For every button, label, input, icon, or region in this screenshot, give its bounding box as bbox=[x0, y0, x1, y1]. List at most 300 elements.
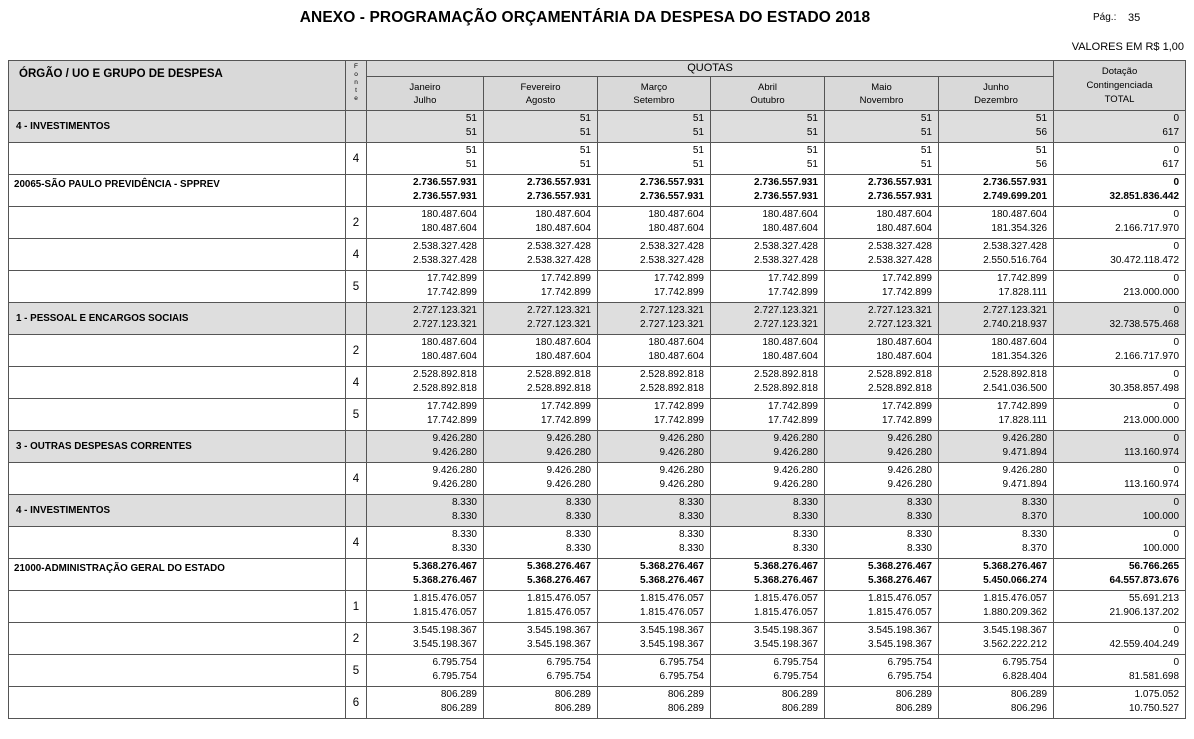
value-first-half: 9.426.280 bbox=[773, 465, 818, 476]
value-second-half: 9.471.894 bbox=[1002, 447, 1048, 458]
table-row bbox=[9, 239, 1186, 271]
value-second-half: 5.450.066.274 bbox=[983, 575, 1048, 586]
value-first-half: 9.426.280 bbox=[659, 433, 704, 444]
fonte-code: 1 bbox=[346, 591, 367, 623]
quota-cell bbox=[367, 207, 484, 239]
quota-cell bbox=[484, 431, 598, 463]
quota-cell bbox=[367, 111, 484, 143]
value-first-half: 180.487.604 bbox=[991, 337, 1048, 348]
value-first-half: 2.538.327.428 bbox=[754, 241, 818, 252]
quota-cell bbox=[939, 559, 1054, 591]
value-second-half: 17.742.899 bbox=[767, 415, 818, 426]
value-first-half: 8.330 bbox=[678, 529, 704, 540]
value-first-half: 0 bbox=[1173, 305, 1180, 316]
value-first-half: 2.736.557.931 bbox=[868, 177, 932, 188]
row-label: 1 - PESSOAL E ENCARGOS SOCIAIS bbox=[9, 303, 346, 335]
quota-cell bbox=[598, 655, 711, 687]
row-label-empty bbox=[9, 655, 346, 687]
value-second-half: 6.795.754 bbox=[432, 671, 477, 682]
quota-cell bbox=[825, 431, 939, 463]
fonte-code bbox=[346, 303, 367, 335]
value-second-half: 3.545.198.367 bbox=[868, 639, 932, 650]
value-first-half: 1.815.476.057 bbox=[754, 593, 818, 604]
value-first-half: 1.815.476.057 bbox=[868, 593, 932, 604]
value-second-half: 2.550.516.764 bbox=[983, 255, 1048, 266]
value-second-half: 51 bbox=[692, 159, 704, 170]
value-second-half: 17.742.899 bbox=[767, 287, 818, 298]
dotacao-cell bbox=[1054, 623, 1186, 655]
value-second-half: 180.487.604 bbox=[876, 223, 932, 234]
fonte-code: 5 bbox=[346, 655, 367, 687]
quota-cell bbox=[939, 431, 1054, 463]
quota-cell bbox=[939, 271, 1054, 303]
value-second-half: 51 bbox=[806, 159, 818, 170]
value-second-half: 806.296 bbox=[1010, 703, 1048, 714]
quota-cell bbox=[711, 655, 825, 687]
value-first-half: 0 bbox=[1173, 337, 1180, 348]
value-second-half: 17.828.111 bbox=[998, 415, 1048, 426]
quota-cell bbox=[711, 527, 825, 559]
value-second-half: 17.742.899 bbox=[653, 415, 704, 426]
value-first-half: 2.727.123.321 bbox=[754, 305, 818, 316]
value-second-half: 181.354.326 bbox=[991, 223, 1048, 234]
header-month-1: Janeiro Julho bbox=[367, 77, 484, 111]
value-second-half: 51 bbox=[806, 127, 818, 138]
value-first-half: 2.538.327.428 bbox=[868, 241, 932, 252]
value-second-half: 5.368.276.467 bbox=[868, 575, 932, 586]
quota-cell bbox=[484, 559, 598, 591]
quota-cell bbox=[825, 399, 939, 431]
value-second-half: 6.795.754 bbox=[546, 671, 591, 682]
quota-cell bbox=[711, 591, 825, 623]
value-first-half: 0 bbox=[1173, 625, 1180, 636]
value-first-half: 180.487.604 bbox=[648, 337, 704, 348]
table-row bbox=[9, 463, 1186, 495]
quota-cell bbox=[711, 367, 825, 399]
value-second-half: 100.000 bbox=[1142, 543, 1180, 554]
value-first-half: 5.368.276.467 bbox=[413, 561, 477, 572]
value-second-half: 2.727.123.321 bbox=[640, 319, 704, 330]
value-first-half: 17.742.899 bbox=[996, 401, 1048, 412]
value-first-half: 2.736.557.931 bbox=[527, 177, 591, 188]
value-first-half: 8.330 bbox=[792, 497, 818, 508]
value-second-half: 2.528.892.818 bbox=[527, 383, 591, 394]
value-first-half: 17.742.899 bbox=[767, 401, 818, 412]
value-second-half: 2.736.557.931 bbox=[527, 191, 591, 202]
value-second-half: 17.742.899 bbox=[881, 415, 932, 426]
quota-cell bbox=[598, 367, 711, 399]
quota-cell bbox=[598, 527, 711, 559]
table-row bbox=[9, 367, 1186, 399]
quota-cell bbox=[484, 335, 598, 367]
value-first-half: 9.426.280 bbox=[1002, 433, 1048, 444]
value-first-half: 2.528.892.818 bbox=[413, 369, 477, 380]
value-first-half: 1.815.476.057 bbox=[640, 593, 704, 604]
quota-cell bbox=[711, 495, 825, 527]
value-second-half: 3.545.198.367 bbox=[413, 639, 477, 650]
value-second-half: 9.426.280 bbox=[773, 479, 818, 490]
quota-cell bbox=[825, 143, 939, 175]
value-first-half: 8.330 bbox=[678, 497, 704, 508]
value-second-half: 9.426.280 bbox=[432, 447, 477, 458]
dotacao-cell bbox=[1054, 527, 1186, 559]
value-first-half: 8.330 bbox=[1022, 497, 1048, 508]
value-second-half: 17.742.899 bbox=[426, 287, 477, 298]
value-first-half: 17.742.899 bbox=[767, 273, 818, 284]
value-second-half: 8.330 bbox=[678, 543, 704, 554]
quota-cell bbox=[825, 687, 939, 719]
value-second-half: 17.742.899 bbox=[881, 287, 932, 298]
fonte-code: 5 bbox=[346, 399, 367, 431]
row-label-empty bbox=[9, 367, 346, 399]
value-second-half: 180.487.604 bbox=[421, 223, 477, 234]
value-first-half: 55.691.213 bbox=[1128, 593, 1180, 604]
table-row bbox=[9, 271, 1186, 303]
value-first-half: 2.528.892.818 bbox=[868, 369, 932, 380]
fonte-code: 2 bbox=[346, 623, 367, 655]
quota-cell bbox=[484, 399, 598, 431]
dotacao-cell bbox=[1054, 303, 1186, 335]
value-second-half: 6.795.754 bbox=[773, 671, 818, 682]
fonte-code: 2 bbox=[346, 335, 367, 367]
header-month-4: Abril Outubro bbox=[711, 77, 825, 111]
value-first-half: 2.736.557.931 bbox=[640, 177, 704, 188]
quota-cell bbox=[367, 431, 484, 463]
quota-cell bbox=[939, 303, 1054, 335]
dotacao-cell bbox=[1054, 495, 1186, 527]
value-second-half: 213.000.000 bbox=[1123, 287, 1180, 298]
value-first-half: 0 bbox=[1173, 401, 1180, 412]
value-first-half: 1.815.476.057 bbox=[983, 593, 1048, 604]
table-row bbox=[9, 687, 1186, 719]
quota-cell bbox=[825, 559, 939, 591]
value-second-half: 213.000.000 bbox=[1123, 415, 1180, 426]
value-second-half: 2.538.327.428 bbox=[527, 255, 591, 266]
quota-cell bbox=[825, 527, 939, 559]
value-first-half: 9.426.280 bbox=[546, 465, 591, 476]
quota-cell bbox=[598, 463, 711, 495]
value-second-half: 806.289 bbox=[895, 703, 932, 714]
value-second-half: 9.426.280 bbox=[432, 479, 477, 490]
table-row bbox=[9, 143, 1186, 175]
quota-cell bbox=[598, 239, 711, 271]
value-first-half: 51 bbox=[579, 113, 591, 124]
value-second-half: 180.487.604 bbox=[762, 351, 818, 362]
value-second-half: 51 bbox=[920, 127, 932, 138]
value-first-half: 180.487.604 bbox=[535, 337, 591, 348]
table-row bbox=[9, 399, 1186, 431]
value-first-half: 806.289 bbox=[1010, 689, 1048, 700]
page-title: ANEXO - PROGRAMAÇÃO ORÇAMENTÁRIA DA DESPESA DO ESTADO 2018 bbox=[299, 9, 871, 26]
value-first-half: 2.727.123.321 bbox=[527, 305, 591, 316]
value-second-half: 2.749.699.201 bbox=[983, 191, 1048, 202]
value-first-half: 0 bbox=[1173, 369, 1180, 380]
value-second-half: 180.487.604 bbox=[762, 223, 818, 234]
value-second-half: 6.795.754 bbox=[659, 671, 704, 682]
fonte-code bbox=[346, 175, 367, 207]
quota-cell bbox=[598, 143, 711, 175]
quota-cell bbox=[825, 303, 939, 335]
dotacao-cell bbox=[1054, 175, 1186, 207]
quota-cell bbox=[711, 399, 825, 431]
value-first-half: 9.426.280 bbox=[773, 433, 818, 444]
value-second-half: 9.471.894 bbox=[1002, 479, 1048, 490]
value-first-half: 17.742.899 bbox=[426, 401, 477, 412]
quota-cell bbox=[598, 335, 711, 367]
quota-cell bbox=[939, 143, 1054, 175]
value-second-half: 806.289 bbox=[781, 703, 818, 714]
value-second-half: 2.166.717.970 bbox=[1115, 351, 1180, 362]
table-row bbox=[9, 623, 1186, 655]
value-second-half: 8.330 bbox=[792, 511, 818, 522]
dotacao-cell bbox=[1054, 687, 1186, 719]
table-row bbox=[9, 207, 1186, 239]
quota-cell bbox=[484, 239, 598, 271]
quota-cell bbox=[939, 687, 1054, 719]
table-row bbox=[9, 527, 1186, 559]
row-label-empty bbox=[9, 239, 346, 271]
quota-cell bbox=[367, 239, 484, 271]
value-second-half: 30.472.118.472 bbox=[1110, 255, 1180, 266]
value-second-half: 51 bbox=[579, 127, 591, 138]
values-unit-note: VALORES EM R$ 1,00 bbox=[1071, 41, 1184, 53]
value-first-half: 51 bbox=[806, 113, 818, 124]
value-first-half: 3.545.198.367 bbox=[983, 625, 1048, 636]
quota-cell bbox=[825, 495, 939, 527]
value-first-half: 0 bbox=[1173, 145, 1180, 156]
quota-cell bbox=[825, 463, 939, 495]
value-first-half: 2.538.327.428 bbox=[640, 241, 704, 252]
quota-cell bbox=[939, 591, 1054, 623]
row-label-empty bbox=[9, 463, 346, 495]
value-first-half: 1.815.476.057 bbox=[527, 593, 591, 604]
value-first-half: 9.426.280 bbox=[887, 465, 932, 476]
quota-cell bbox=[825, 271, 939, 303]
value-second-half: 2.166.717.970 bbox=[1115, 223, 1180, 234]
quota-cell bbox=[367, 143, 484, 175]
value-second-half: 8.370 bbox=[1022, 543, 1048, 554]
fonte-code: 2 bbox=[346, 207, 367, 239]
value-first-half: 17.742.899 bbox=[881, 401, 932, 412]
value-first-half: 180.487.604 bbox=[421, 337, 477, 348]
page-number: 35 bbox=[1128, 12, 1141, 24]
quota-cell bbox=[484, 591, 598, 623]
value-first-half: 0 bbox=[1173, 273, 1180, 284]
quota-cell bbox=[939, 527, 1054, 559]
header-fonte: F o n t e bbox=[346, 61, 367, 111]
row-label: 4 - INVESTIMENTOS bbox=[9, 495, 346, 527]
dotacao-cell bbox=[1054, 207, 1186, 239]
value-second-half: 32.851.836.442 bbox=[1109, 191, 1180, 202]
value-first-half: 5.368.276.467 bbox=[754, 561, 818, 572]
value-second-half: 2.528.892.818 bbox=[754, 383, 818, 394]
value-second-half: 100.000 bbox=[1142, 511, 1180, 522]
header-quotas: QUOTAS bbox=[367, 61, 1054, 77]
value-second-half: 806.289 bbox=[554, 703, 591, 714]
value-first-half: 56.766.265 bbox=[1128, 561, 1180, 572]
quota-cell bbox=[484, 655, 598, 687]
fonte-code: 4 bbox=[346, 367, 367, 399]
value-second-half: 180.487.604 bbox=[648, 223, 704, 234]
value-second-half: 17.742.899 bbox=[540, 415, 591, 426]
table-row bbox=[9, 591, 1186, 623]
value-first-half: 180.487.604 bbox=[421, 209, 477, 220]
value-first-half: 0 bbox=[1173, 177, 1180, 188]
table-row bbox=[9, 175, 1186, 207]
value-second-half: 5.368.276.467 bbox=[640, 575, 704, 586]
value-first-half: 6.795.754 bbox=[773, 657, 818, 668]
quota-cell bbox=[598, 431, 711, 463]
fonte-code bbox=[346, 111, 367, 143]
value-second-half: 2.528.892.818 bbox=[640, 383, 704, 394]
value-second-half: 1.815.476.057 bbox=[413, 607, 477, 618]
value-second-half: 9.426.280 bbox=[773, 447, 818, 458]
value-second-half: 8.330 bbox=[906, 543, 932, 554]
row-label-empty bbox=[9, 143, 346, 175]
row-label-empty bbox=[9, 399, 346, 431]
value-second-half: 32.738.575.468 bbox=[1109, 319, 1180, 330]
value-second-half: 180.487.604 bbox=[535, 351, 591, 362]
value-first-half: 8.330 bbox=[906, 497, 932, 508]
value-second-half: 9.426.280 bbox=[546, 447, 591, 458]
header-orgao: ÓRGÃO / UO E GRUPO DE DESPESA bbox=[9, 61, 346, 111]
quota-cell bbox=[711, 239, 825, 271]
quota-cell bbox=[598, 207, 711, 239]
table-body bbox=[9, 111, 1186, 719]
quota-cell bbox=[939, 463, 1054, 495]
value-second-half: 9.426.280 bbox=[887, 479, 932, 490]
table-row bbox=[9, 559, 1186, 591]
quota-cell bbox=[939, 399, 1054, 431]
value-first-half: 2.538.327.428 bbox=[413, 241, 477, 252]
value-second-half: 8.330 bbox=[565, 543, 591, 554]
value-first-half: 2.538.327.428 bbox=[983, 241, 1048, 252]
value-first-half: 180.487.604 bbox=[991, 209, 1048, 220]
quota-cell bbox=[367, 559, 484, 591]
quota-cell bbox=[825, 655, 939, 687]
value-first-half: 2.538.327.428 bbox=[527, 241, 591, 252]
budget-table bbox=[8, 60, 1186, 719]
value-first-half: 806.289 bbox=[781, 689, 818, 700]
quota-cell bbox=[825, 367, 939, 399]
row-label-empty bbox=[9, 591, 346, 623]
quota-cell bbox=[484, 463, 598, 495]
row-label-empty bbox=[9, 271, 346, 303]
value-second-half: 2.727.123.321 bbox=[527, 319, 591, 330]
row-label: 3 - OUTRAS DESPESAS CORRENTES bbox=[9, 431, 346, 463]
value-second-half: 8.330 bbox=[451, 543, 477, 554]
value-first-half: 180.487.604 bbox=[762, 337, 818, 348]
value-second-half: 1.815.476.057 bbox=[868, 607, 932, 618]
value-second-half: 806.289 bbox=[667, 703, 704, 714]
value-first-half: 2.727.123.321 bbox=[983, 305, 1048, 316]
value-second-half: 181.354.326 bbox=[991, 351, 1048, 362]
quota-cell bbox=[825, 207, 939, 239]
quota-cell bbox=[598, 303, 711, 335]
quota-cell bbox=[367, 495, 484, 527]
value-first-half: 6.795.754 bbox=[659, 657, 704, 668]
value-first-half: 0 bbox=[1173, 529, 1180, 540]
value-first-half: 8.330 bbox=[1022, 529, 1048, 540]
value-first-half: 0 bbox=[1173, 465, 1180, 476]
value-second-half: 64.557.873.676 bbox=[1109, 575, 1180, 586]
value-second-half: 17.742.899 bbox=[540, 287, 591, 298]
value-first-half: 2.736.557.931 bbox=[754, 177, 818, 188]
value-second-half: 51 bbox=[465, 159, 477, 170]
header-month-3: Março Setembro bbox=[598, 77, 711, 111]
value-first-half: 51 bbox=[465, 145, 477, 156]
value-second-half: 56 bbox=[1035, 159, 1048, 170]
value-second-half: 6.795.754 bbox=[887, 671, 932, 682]
value-first-half: 0 bbox=[1173, 657, 1180, 668]
quota-cell bbox=[825, 175, 939, 207]
value-second-half: 17.742.899 bbox=[653, 287, 704, 298]
quota-cell bbox=[484, 143, 598, 175]
quota-cell bbox=[484, 303, 598, 335]
value-first-half: 9.426.280 bbox=[1002, 465, 1048, 476]
value-first-half: 9.426.280 bbox=[432, 433, 477, 444]
value-second-half: 9.426.280 bbox=[887, 447, 932, 458]
quota-cell bbox=[484, 175, 598, 207]
value-first-half: 6.795.754 bbox=[432, 657, 477, 668]
header-dotacao: Dotação Contingenciada TOTAL bbox=[1054, 61, 1186, 111]
table-row bbox=[9, 303, 1186, 335]
value-second-half: 56 bbox=[1035, 127, 1048, 138]
dotacao-cell bbox=[1054, 143, 1186, 175]
value-second-half: 2.538.327.428 bbox=[868, 255, 932, 266]
value-second-half: 2.736.557.931 bbox=[640, 191, 704, 202]
value-second-half: 3.545.198.367 bbox=[640, 639, 704, 650]
fonte-code: 4 bbox=[346, 143, 367, 175]
quota-cell bbox=[598, 399, 711, 431]
value-second-half: 9.426.280 bbox=[659, 479, 704, 490]
value-first-half: 17.742.899 bbox=[426, 273, 477, 284]
quota-cell bbox=[825, 239, 939, 271]
fonte-code: 6 bbox=[346, 687, 367, 719]
value-second-half: 17.828.111 bbox=[998, 287, 1048, 298]
row-label-empty bbox=[9, 687, 346, 719]
value-first-half: 0 bbox=[1173, 241, 1180, 252]
value-first-half: 51 bbox=[692, 113, 704, 124]
value-second-half: 81.581.698 bbox=[1128, 671, 1180, 682]
table-row bbox=[9, 495, 1186, 527]
value-first-half: 3.545.198.367 bbox=[640, 625, 704, 636]
value-second-half: 2.538.327.428 bbox=[754, 255, 818, 266]
value-first-half: 51 bbox=[920, 113, 932, 124]
quota-cell bbox=[939, 495, 1054, 527]
quota-cell bbox=[367, 399, 484, 431]
quota-cell bbox=[711, 175, 825, 207]
value-second-half: 2.736.557.931 bbox=[754, 191, 818, 202]
quota-cell bbox=[939, 175, 1054, 207]
value-first-half: 17.742.899 bbox=[653, 401, 704, 412]
quota-cell bbox=[598, 271, 711, 303]
quota-cell bbox=[711, 111, 825, 143]
value-second-half: 9.426.280 bbox=[546, 479, 591, 490]
value-second-half: 180.487.604 bbox=[421, 351, 477, 362]
value-first-half: 0 bbox=[1173, 433, 1180, 444]
value-first-half: 17.742.899 bbox=[540, 401, 591, 412]
value-second-half: 2.528.892.818 bbox=[413, 383, 477, 394]
quota-cell bbox=[367, 367, 484, 399]
value-first-half: 8.330 bbox=[792, 529, 818, 540]
value-first-half: 17.742.899 bbox=[881, 273, 932, 284]
dotacao-cell bbox=[1054, 271, 1186, 303]
value-first-half: 3.545.198.367 bbox=[413, 625, 477, 636]
value-first-half: 6.795.754 bbox=[887, 657, 932, 668]
value-first-half: 180.487.604 bbox=[876, 209, 932, 220]
value-second-half: 8.330 bbox=[678, 511, 704, 522]
